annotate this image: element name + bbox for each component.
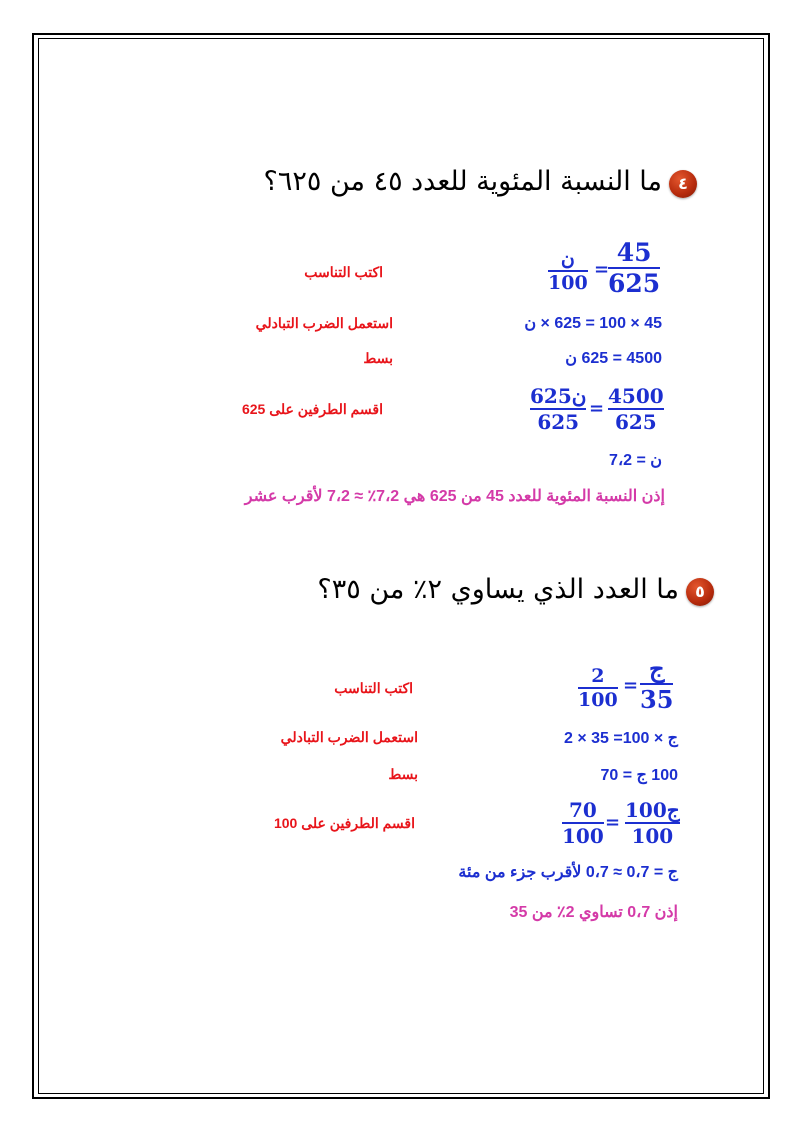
question-4-badge: ٤	[669, 170, 697, 198]
q4-divide-fraction-left	[608, 384, 664, 434]
q5-note-write-proportion: اكتب التناسب	[334, 680, 413, 696]
q4-frac-denominator: 625	[614, 410, 657, 434]
q5-simplify: 100 ج = 70	[600, 767, 678, 784]
q4-fraction-left	[608, 238, 660, 298]
q4-note-simplify: بسط	[363, 350, 393, 366]
q4-simplify: 4500 = 625 ن	[565, 350, 662, 367]
q4-equals: =	[589, 398, 605, 419]
q5-frac-denominator: 100	[578, 689, 618, 711]
q4-frac-numerator: 625ن	[530, 384, 587, 408]
q5-note-simplify: بسط	[388, 766, 418, 782]
q4-note-divide-both: اقسم الطرفين على 625	[241, 401, 383, 417]
q5-equals: =	[623, 675, 639, 696]
q4-note-cross-multiply: استعمل الضرب التبادلي	[255, 315, 393, 331]
q5-note-divide-both: اقسم الطرفين على 100	[273, 815, 415, 831]
q4-frac-denominator: 625	[537, 410, 580, 434]
q5-frac-numerator: 70	[568, 798, 597, 822]
q4-frac-numerator: ن	[560, 248, 575, 270]
q4-conclusion: إذن النسبة المئوية للعدد 45 من 625 هي 7،2٪ ≈ 7،2 لأقرب عشر	[244, 488, 665, 505]
q5-result: ج = 0،7 ≈ 0،7 لأقرب جزء من مئة	[458, 864, 678, 881]
q4-frac-denominator: 100	[548, 272, 588, 294]
q4-frac-denominator: 625	[608, 269, 661, 298]
q5-cross-multiply: ج × 100= 35 × 2	[564, 730, 678, 747]
q4-note-write-proportion: اكتب التناسب	[304, 264, 383, 280]
q5-equals: =	[605, 812, 621, 833]
q5-divide-fraction-left	[625, 798, 680, 848]
q5-frac-denominator: 35	[640, 685, 674, 714]
q4-divide-fraction-right	[530, 384, 586, 434]
question-4-title: ما النسبة المئوية للعدد ٤٥ من ٦٢٥؟	[263, 166, 662, 197]
q5-frac-numerator: 2	[591, 665, 605, 687]
q5-note-cross-multiply: استعمل الضرب التبادلي	[280, 729, 418, 745]
q4-cross-multiply: 45 × 100 = 625 × ن	[524, 315, 662, 332]
q5-fraction-right	[578, 665, 618, 711]
q4-frac-numerator: 45	[616, 238, 652, 267]
question-5-title: ما العدد الذي يساوي ٢٪ من ٣٥؟	[317, 574, 679, 605]
q4-frac-numerator: 4500	[608, 384, 664, 408]
q5-frac-denominator: 100	[631, 824, 674, 848]
q5-frac-numerator: ج	[648, 654, 665, 683]
q5-divide-fraction-right	[562, 798, 604, 848]
q4-fraction-right	[548, 248, 588, 294]
q4-result: ن = 7،2	[609, 452, 662, 469]
q5-fraction-left	[640, 654, 673, 714]
q5-frac-denominator: 100	[562, 824, 604, 848]
q5-frac-numerator: 100ج	[625, 798, 680, 822]
q5-conclusion: إذن 0،7 تساوي 2٪ من 35	[509, 904, 678, 921]
question-5-badge: ٥	[686, 578, 714, 606]
q4-equals: =	[594, 259, 610, 280]
